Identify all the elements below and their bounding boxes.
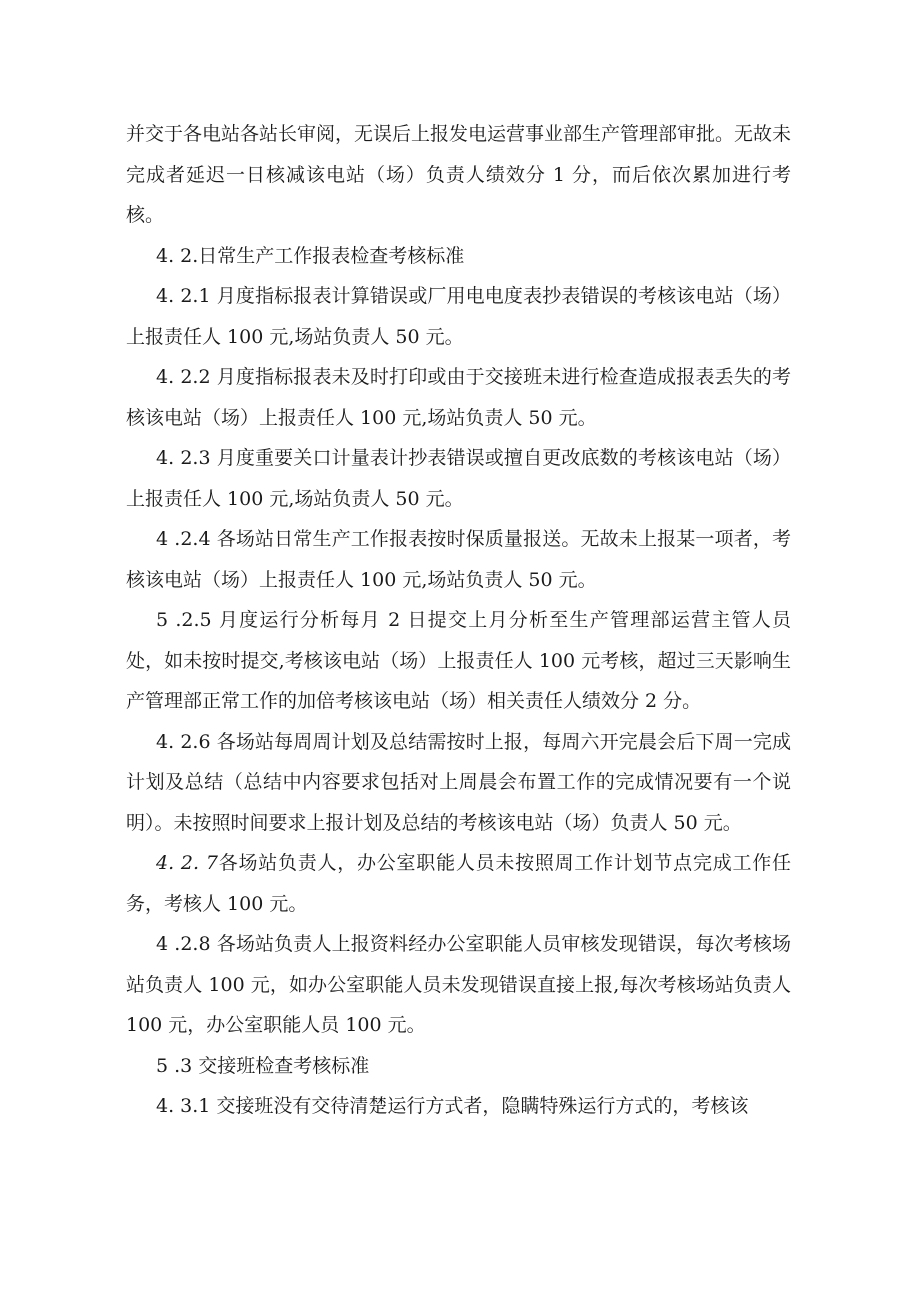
paragraph-4-2-7-text: 各场站负责人，办公室职能人员未按照周工作计划节点完成工作任务，考核人 100 元。	[126, 852, 791, 915]
paragraph-4-2-4: 4 .2.4 各场站日常生产工作报表按时保质量报送。无故未上报某一项者，考核该电站（场）上报责任人 100 元,场站负责人 50 元。	[126, 528, 791, 591]
paragraph-4-2-1: 4. 2.1 月度指标报表计算错误或厂用电电度表抄表错误的考核该电站（场）上报责任人 100 元,场站负责人 50 元。	[126, 285, 791, 348]
paragraph-4-2-3: 4. 2.3 月度重要关口计量表计抄表错误或擅自更改底数的考核该电站（场）上报责任人 100 元,场站负责人 50 元。	[126, 447, 791, 510]
paragraph-4-2-6: 4. 2.6 各场站每周周计划及总结需按时上报，每周六开完晨会后下周一完成计划及总结（总结中内容要求包括对上周晨会布置工作的完成情况要有一个说明）。未按照时间要求上报计划及总结的考核该电站（场）负责人 50 元。	[126, 730, 791, 834]
paragraph-4-2-7	[126, 843, 791, 924]
heading-4-3: 5 .3 交接班检查考核标准	[156, 1054, 370, 1077]
paragraph-4-3-1: 4. 3.1 交接班没有交待清楚运行方式者，隐瞒特殊运行方式的，考核该	[156, 1095, 749, 1117]
paragraph-intro: 并交于各电站各站长审阅，无误后上报发电运营事业部生产管理部审批。无故未完成者延迟一日核减该电站（场）负责人绩效分 1 分，而后依次累加进行考核。	[126, 123, 792, 226]
document-body	[126, 114, 791, 1127]
paragraph-4-2-8: 4 .2.8 各场站负责人上报资料经办公室职能人员审核发现错误，每次考核场站负责人 100 元，如办公室职能人员未发现错误直接上报,每次考核场站负责人 100 元，办公室职能人员 100 元。	[126, 933, 791, 1036]
paragraph-4-2-5: 5 .2.5 月度运行分析每月 2 日提交上月分析至生产管理部运营主管人员处，如未按时提交,考核该电站（场）上报责任人 100 元考核，超过三天影响生产管理部正常工作的加倍考核该电站（场）相关责任人绩效分 2 分。	[126, 609, 791, 712]
paragraph-4-2-7-number: 4. 2. 7	[156, 852, 218, 874]
heading-4-2: 4. 2.日常生产工作报表检查考核标准	[156, 244, 465, 267]
paragraph-4-2-2: 4. 2.2 月度指标报表未及时打印或由于交接班未进行检查造成报表丢失的考核该电站（场）上报责任人 100 元,场站负责人 50 元。	[126, 366, 791, 429]
